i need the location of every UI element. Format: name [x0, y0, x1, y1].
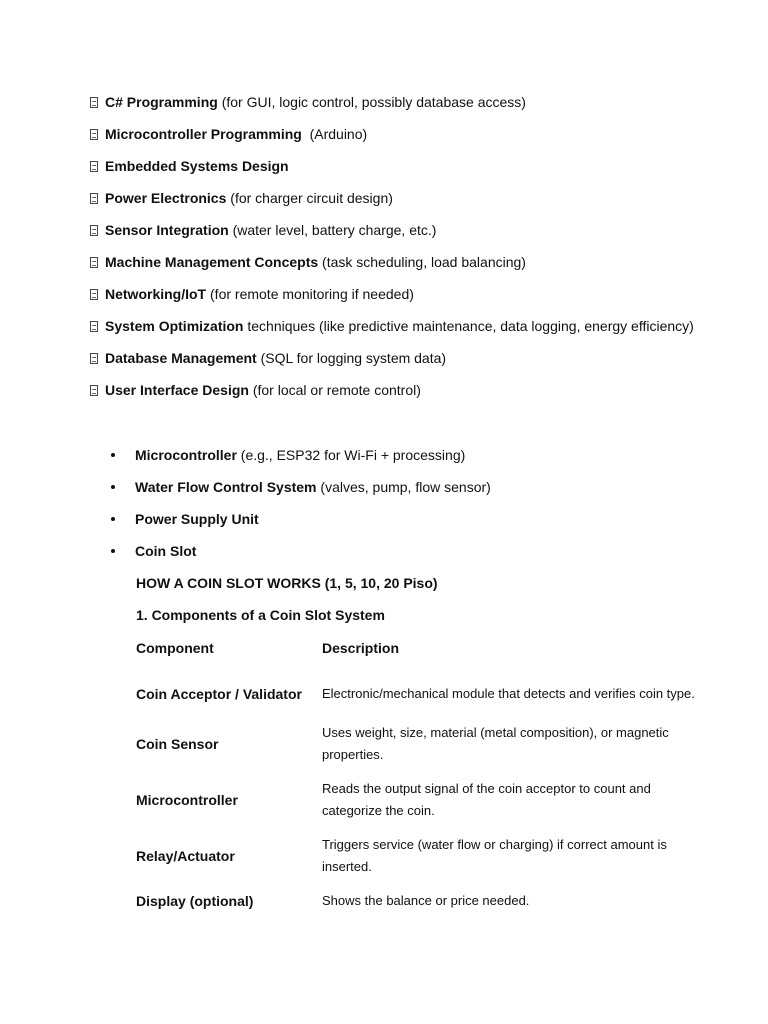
skills-list	[90, 91, 750, 411]
missing-glyph-icon	[90, 385, 98, 396]
skill-item	[90, 283, 750, 315]
bullet-dot-icon	[111, 485, 115, 489]
missing-glyph-icon	[90, 97, 98, 108]
missing-glyph-icon	[90, 225, 98, 236]
bullet-dot-icon	[111, 517, 115, 521]
description-cell: Triggers service (water flow or charging) if correct amount is inserted.	[322, 837, 667, 874]
missing-glyph-icon	[90, 257, 98, 268]
skill-detail: (for charger circuit design)	[226, 190, 393, 206]
component-cell: Coin Sensor	[136, 736, 219, 752]
missing-glyph-icon	[90, 161, 98, 172]
bullet-detail: (valves, pump, flow sensor)	[316, 479, 491, 495]
bullet-detail: (e.g., ESP32 for Wi-Fi + processing)	[236, 447, 466, 463]
bullet-item	[111, 508, 671, 540]
skill-title: Sensor Integration	[105, 222, 229, 238]
skill-title: User Interface Design	[105, 382, 249, 398]
skill-title: Power Electronics	[105, 190, 227, 206]
bullet-title: Microcontroller	[135, 447, 237, 463]
skill-item	[90, 347, 750, 379]
skill-item	[90, 123, 750, 155]
skill-item	[90, 187, 750, 219]
table-row	[136, 672, 696, 716]
skill-item	[90, 251, 750, 283]
skill-title: C# Programming	[105, 94, 218, 110]
skill-detail: (SQL for logging system data)	[256, 350, 447, 366]
bullet-title: Power Supply Unit	[135, 511, 259, 527]
component-cell: Coin Acceptor / Validator	[136, 686, 302, 702]
skill-title: Database Management	[105, 350, 257, 366]
skill-detail: (for GUI, logic control, possibly database access)	[217, 94, 526, 110]
skill-title: System Optimization	[105, 318, 244, 334]
components-table	[136, 637, 696, 918]
description-cell: Uses weight, size, material (metal composition), or magnetic properties.	[322, 725, 669, 762]
skill-title: Embedded Systems Design	[105, 158, 289, 174]
components-heading: 1. Components of a Coin Slot System	[136, 607, 385, 623]
description-cell: Electronic/mechanical module that detects and verifies coin type.	[322, 686, 695, 701]
table-row	[136, 828, 696, 884]
missing-glyph-icon	[90, 321, 98, 332]
skill-detail: (water level, battery charge, etc.)	[228, 222, 437, 238]
skill-detail: (Arduino)	[301, 126, 368, 142]
missing-glyph-icon	[90, 353, 98, 364]
component-cell: Microcontroller	[136, 792, 238, 808]
bullet-item	[111, 476, 671, 508]
bullet-item	[111, 444, 671, 476]
bullet-dot-icon	[111, 453, 115, 457]
skill-detail: (for remote monitoring if needed)	[206, 286, 414, 302]
skill-title: Machine Management Concepts	[105, 254, 319, 270]
description-cell: Shows the balance or price needed.	[322, 893, 530, 908]
skill-item	[90, 91, 750, 123]
bullet-title: Water Flow Control System	[135, 479, 317, 495]
missing-glyph-icon	[90, 193, 98, 204]
skill-item	[90, 155, 750, 187]
skill-item	[90, 379, 750, 411]
description-cell: Reads the output signal of the coin acceptor to count and categorize the coin.	[322, 781, 651, 818]
hardware-bullet-list	[111, 444, 671, 572]
skill-detail: techniques (like predictive maintenance, data logging, energy efficiency)	[243, 318, 694, 334]
skill-detail: (for local or remote control)	[248, 382, 421, 398]
coin-slot-heading: HOW A COIN SLOT WORKS (1, 5, 10, 20 Piso)	[136, 575, 438, 591]
table-row	[136, 884, 696, 918]
bullet-title: Coin Slot	[135, 543, 197, 559]
missing-glyph-icon	[90, 289, 98, 300]
bullet-item	[111, 540, 671, 572]
table-row	[136, 772, 696, 828]
table-row	[136, 716, 696, 772]
skill-title: Microcontroller Programming	[105, 126, 302, 142]
skill-title: Networking/IoT	[105, 286, 207, 302]
skill-detail: (task scheduling, load balancing)	[318, 254, 526, 270]
table-header-row	[136, 637, 696, 659]
missing-glyph-icon	[90, 129, 98, 140]
column-header-description: Description	[322, 640, 400, 656]
component-cell: Display (optional)	[136, 893, 254, 909]
skill-item	[90, 315, 750, 347]
bullet-dot-icon	[111, 549, 115, 553]
column-header-component: Component	[136, 640, 214, 656]
component-cell: Relay/Actuator	[136, 848, 235, 864]
skill-item	[90, 219, 750, 251]
